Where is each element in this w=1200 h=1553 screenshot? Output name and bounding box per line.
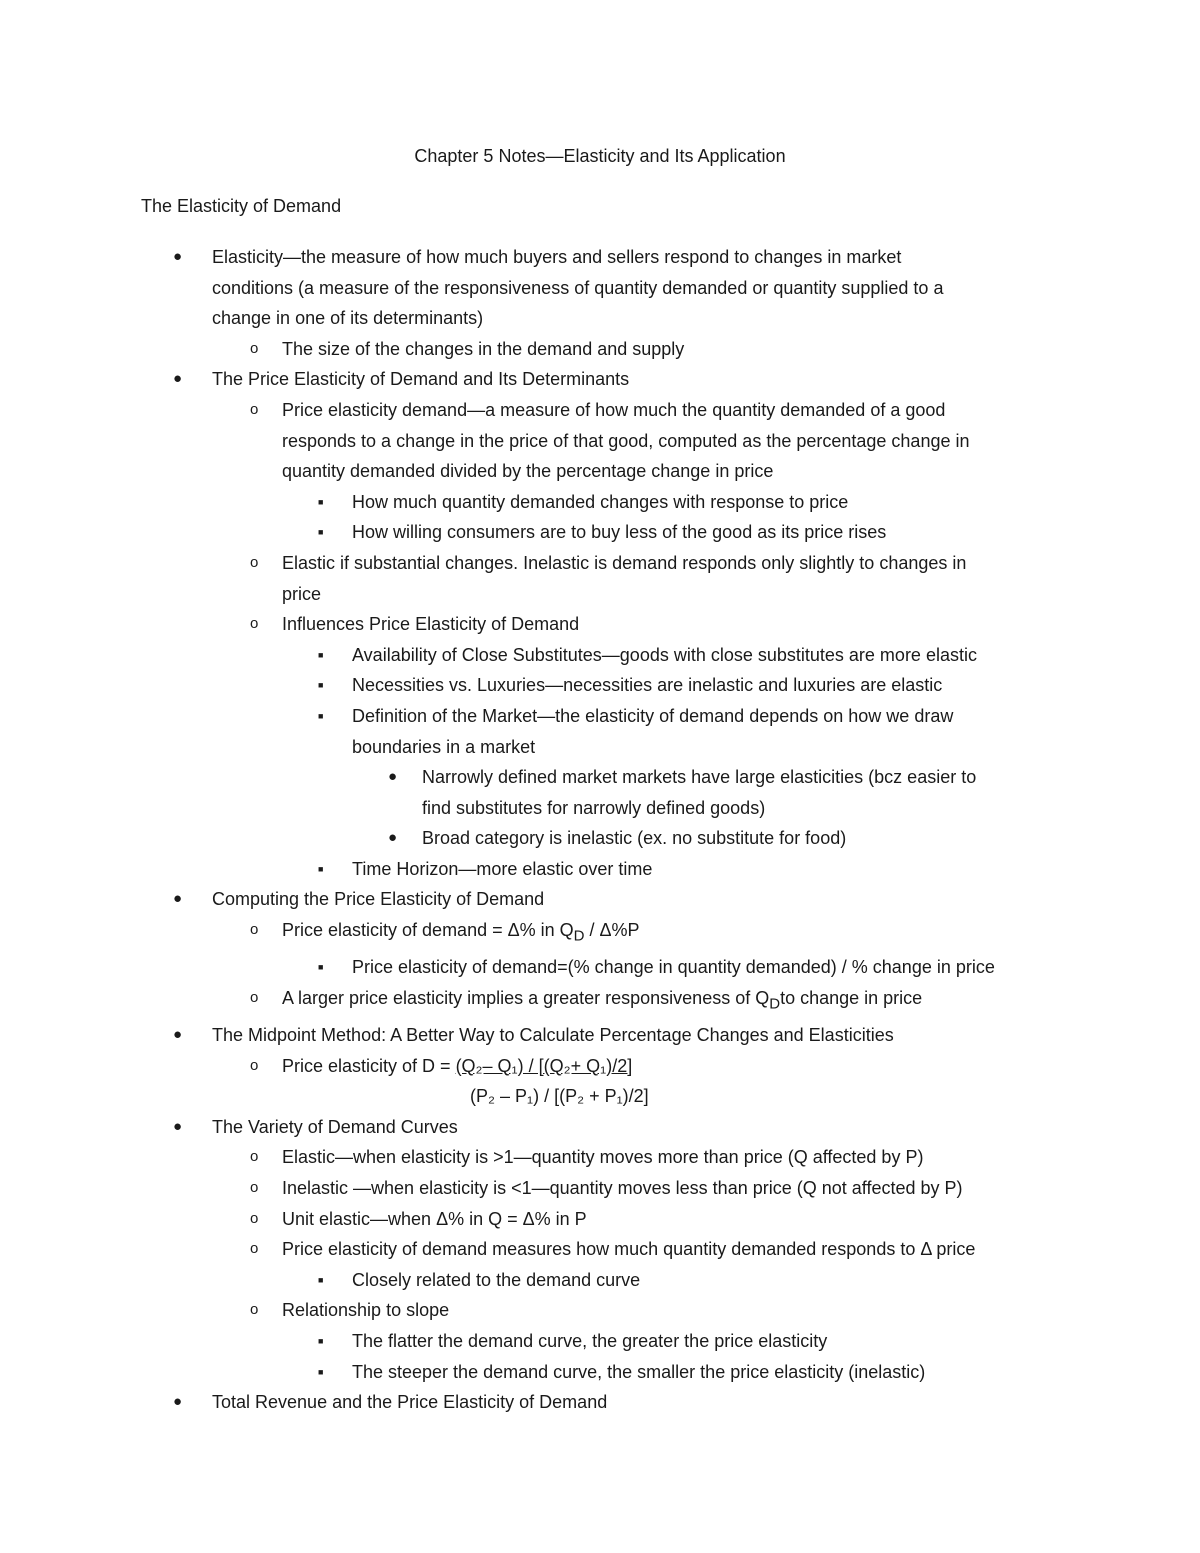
square-bullet-icon: ■ [318,680,324,691]
list-item-continuation [0,579,1200,610]
circle-bullet-icon: o [250,1209,259,1227]
list-item [0,915,1200,952]
list-item [0,1234,1200,1265]
formula-subscript: D [573,927,585,945]
bullet-icon: ● [173,248,183,265]
list-item-text: Time Horizon—more elastic over time [352,858,653,879]
formula-denominator: (P₂ – P₁) / [(P₂ + P₁)/2] [470,1086,649,1107]
formula-numerator: (Q₂– Q₁) / [(Q₂+ Q₁)/2] [455,1055,633,1076]
list-item-text: The steeper the demand curve, the smaller the price elasticity (inelastic) [352,1361,926,1382]
list-item-text: find substitutes for narrowly defined goods) [422,797,766,818]
formula-text: Price elasticity of D = [282,1055,456,1076]
formula-text: Price elasticity of demand = Δ% in Q [282,920,574,941]
list-item [0,1020,1200,1051]
list-item-text: Availability of Close Substitutes—goods with close substitutes are more elastic [352,644,977,665]
list-item [0,854,1200,885]
bullet-icon: ● [173,1393,183,1411]
bullet-icon: ● [173,1026,183,1044]
list-item [0,670,1200,701]
list-item [0,1112,1200,1143]
list-item [0,823,1200,854]
list-item [0,548,1200,579]
list-item-continuation [0,793,1200,824]
formula-text: / Δ%P [584,920,640,941]
list-item-text: responds to a change in the price of that good, computed as the percentage change in [282,430,970,451]
square-bullet-icon: ■ [318,710,324,721]
list-item-text: Computing the Price Elasticity of Demand [212,889,545,910]
list-item [0,1173,1200,1204]
circle-bullet-icon: o [250,988,259,1006]
list-item [0,242,1200,273]
list-item [0,395,1200,426]
bullet-icon: ● [388,829,398,847]
square-bullet-icon: ■ [318,649,324,660]
list-item-text: Elastic if substantial changes. Inelastic is demand responds only slightly to changes in [282,552,967,573]
square-bullet-icon: ■ [318,1274,324,1285]
square-bullet-icon: ■ [318,1366,324,1377]
list-item-text: quantity demanded divided by the percentage change in price [282,461,774,482]
list-item [0,1295,1200,1326]
list-item [0,364,1200,395]
list-item [0,1265,1200,1296]
list-item-continuation [0,732,1200,763]
circle-bullet-icon: o [250,921,259,939]
circle-bullet-icon: o [250,553,259,571]
list-item-text: boundaries in a market [352,736,536,757]
list-item [0,1387,1200,1418]
list-item-text: Closely related to the demand curve [352,1269,641,1290]
circle-bullet-icon: o [250,400,259,418]
list-item-continuation [0,303,1200,334]
list-item [0,952,1200,983]
list-item-text: Unit elastic—when Δ% in Q = Δ% in P [282,1208,587,1229]
circle-bullet-icon: o [250,339,259,357]
list-item-text: Broad category is inelastic (ex. no substitute for food) [422,828,847,849]
square-bullet-icon: ■ [318,1335,324,1346]
section-heading: The Elasticity of Demand [141,196,342,216]
list-item [0,983,1200,1020]
list-item [0,640,1200,671]
list-item [0,884,1200,915]
circle-bullet-icon: o [250,1179,259,1196]
list-item [0,762,1200,793]
bullet-icon: ● [173,370,183,388]
list-item-text: The Midpoint Method: A Better Way to Calculate Percentage Changes and Elasticities [212,1025,894,1046]
list-item-text: Definition of the Market—the elasticity of demand depends on how we draw [352,705,954,726]
list-item-text: Elastic—when elasticity is >1—quantity moves more than price (Q affected by P) [282,1147,924,1168]
circle-bullet-icon: o [250,1056,259,1074]
list-item-text: to change in price [780,987,923,1008]
circle-bullet-icon: o [250,615,259,633]
list-item-text: Price elasticity of demand measures how much quantity demanded responds to Δ price [282,1239,976,1260]
list-item-text: change in one of its determinants) [212,308,484,329]
list-item-text: How much quantity demanded changes with response to price [352,491,849,512]
list-item-text: Influences Price Elasticity of Demand [282,614,580,635]
list-item-text: The Price Elasticity of Demand and Its Determinants [212,369,630,390]
list-item-text: A larger price elasticity implies a greater responsiveness of Q [282,987,770,1008]
square-bullet-icon: ■ [318,962,324,973]
list-item [0,1051,1200,1082]
formula-subscript: D [769,995,781,1013]
list-item-text: conditions (a measure of the responsiveness of quantity demanded or quantity supplied to a [212,277,944,298]
circle-bullet-icon: o [250,1301,259,1319]
bullet-icon: ● [173,1117,183,1135]
list-item [0,701,1200,732]
list-item-text: Price elasticity demand—a measure of how much the quantity demanded of a good [282,399,946,420]
list-item [0,1142,1200,1173]
square-bullet-icon: ■ [318,527,324,538]
list-item [0,517,1200,548]
list-item-text: price [282,583,322,604]
list-item-text: The size of the changes in the demand and supply [282,338,685,359]
list-item [0,334,1200,365]
list-item-text: Inelastic —when elasticity is <1—quantity moves less than price (Q not affected by P) [282,1178,963,1198]
square-bullet-icon: ■ [318,496,324,507]
circle-bullet-icon: o [250,1148,259,1166]
list-item [0,1204,1200,1235]
list-item [0,1357,1200,1388]
list-item [0,487,1200,518]
list-item-text: Elasticity—the measure of how much buyers and sellers respond to changes in market [212,247,902,267]
formula-denominator-line [0,1081,1200,1112]
list-item [0,609,1200,640]
list-item-continuation [0,273,1200,304]
square-bullet-icon: ■ [318,863,324,874]
list-item-text: Relationship to slope [282,1300,450,1321]
circle-bullet-icon: o [250,1240,259,1258]
list-item-continuation [0,456,1200,487]
list-item-text: How willing consumers are to buy less of the good as its price rises [352,522,887,543]
list-item-text: The flatter the demand curve, the greater the price elasticity [352,1330,828,1351]
bullet-icon: ● [173,890,183,908]
list-item-text: The Variety of Demand Curves [212,1116,458,1137]
list-item [0,1326,1200,1357]
list-item-text: Necessities vs. Luxuries—necessities are inelastic and luxuries are elastic [352,675,943,696]
list-item-text: Price elasticity of demand=(% change in quantity demanded) / % change in price [352,957,995,978]
page-title: Chapter 5 Notes—Elasticity and Its Application [414,146,786,166]
list-item-continuation [0,426,1200,457]
notes-list [0,242,1200,1418]
bullet-icon: ● [388,768,398,786]
list-item-text: Total Revenue and the Price Elasticity of Demand [212,1392,608,1413]
list-item-text: Narrowly defined market markets have large elasticities (bcz easier to [422,767,977,788]
